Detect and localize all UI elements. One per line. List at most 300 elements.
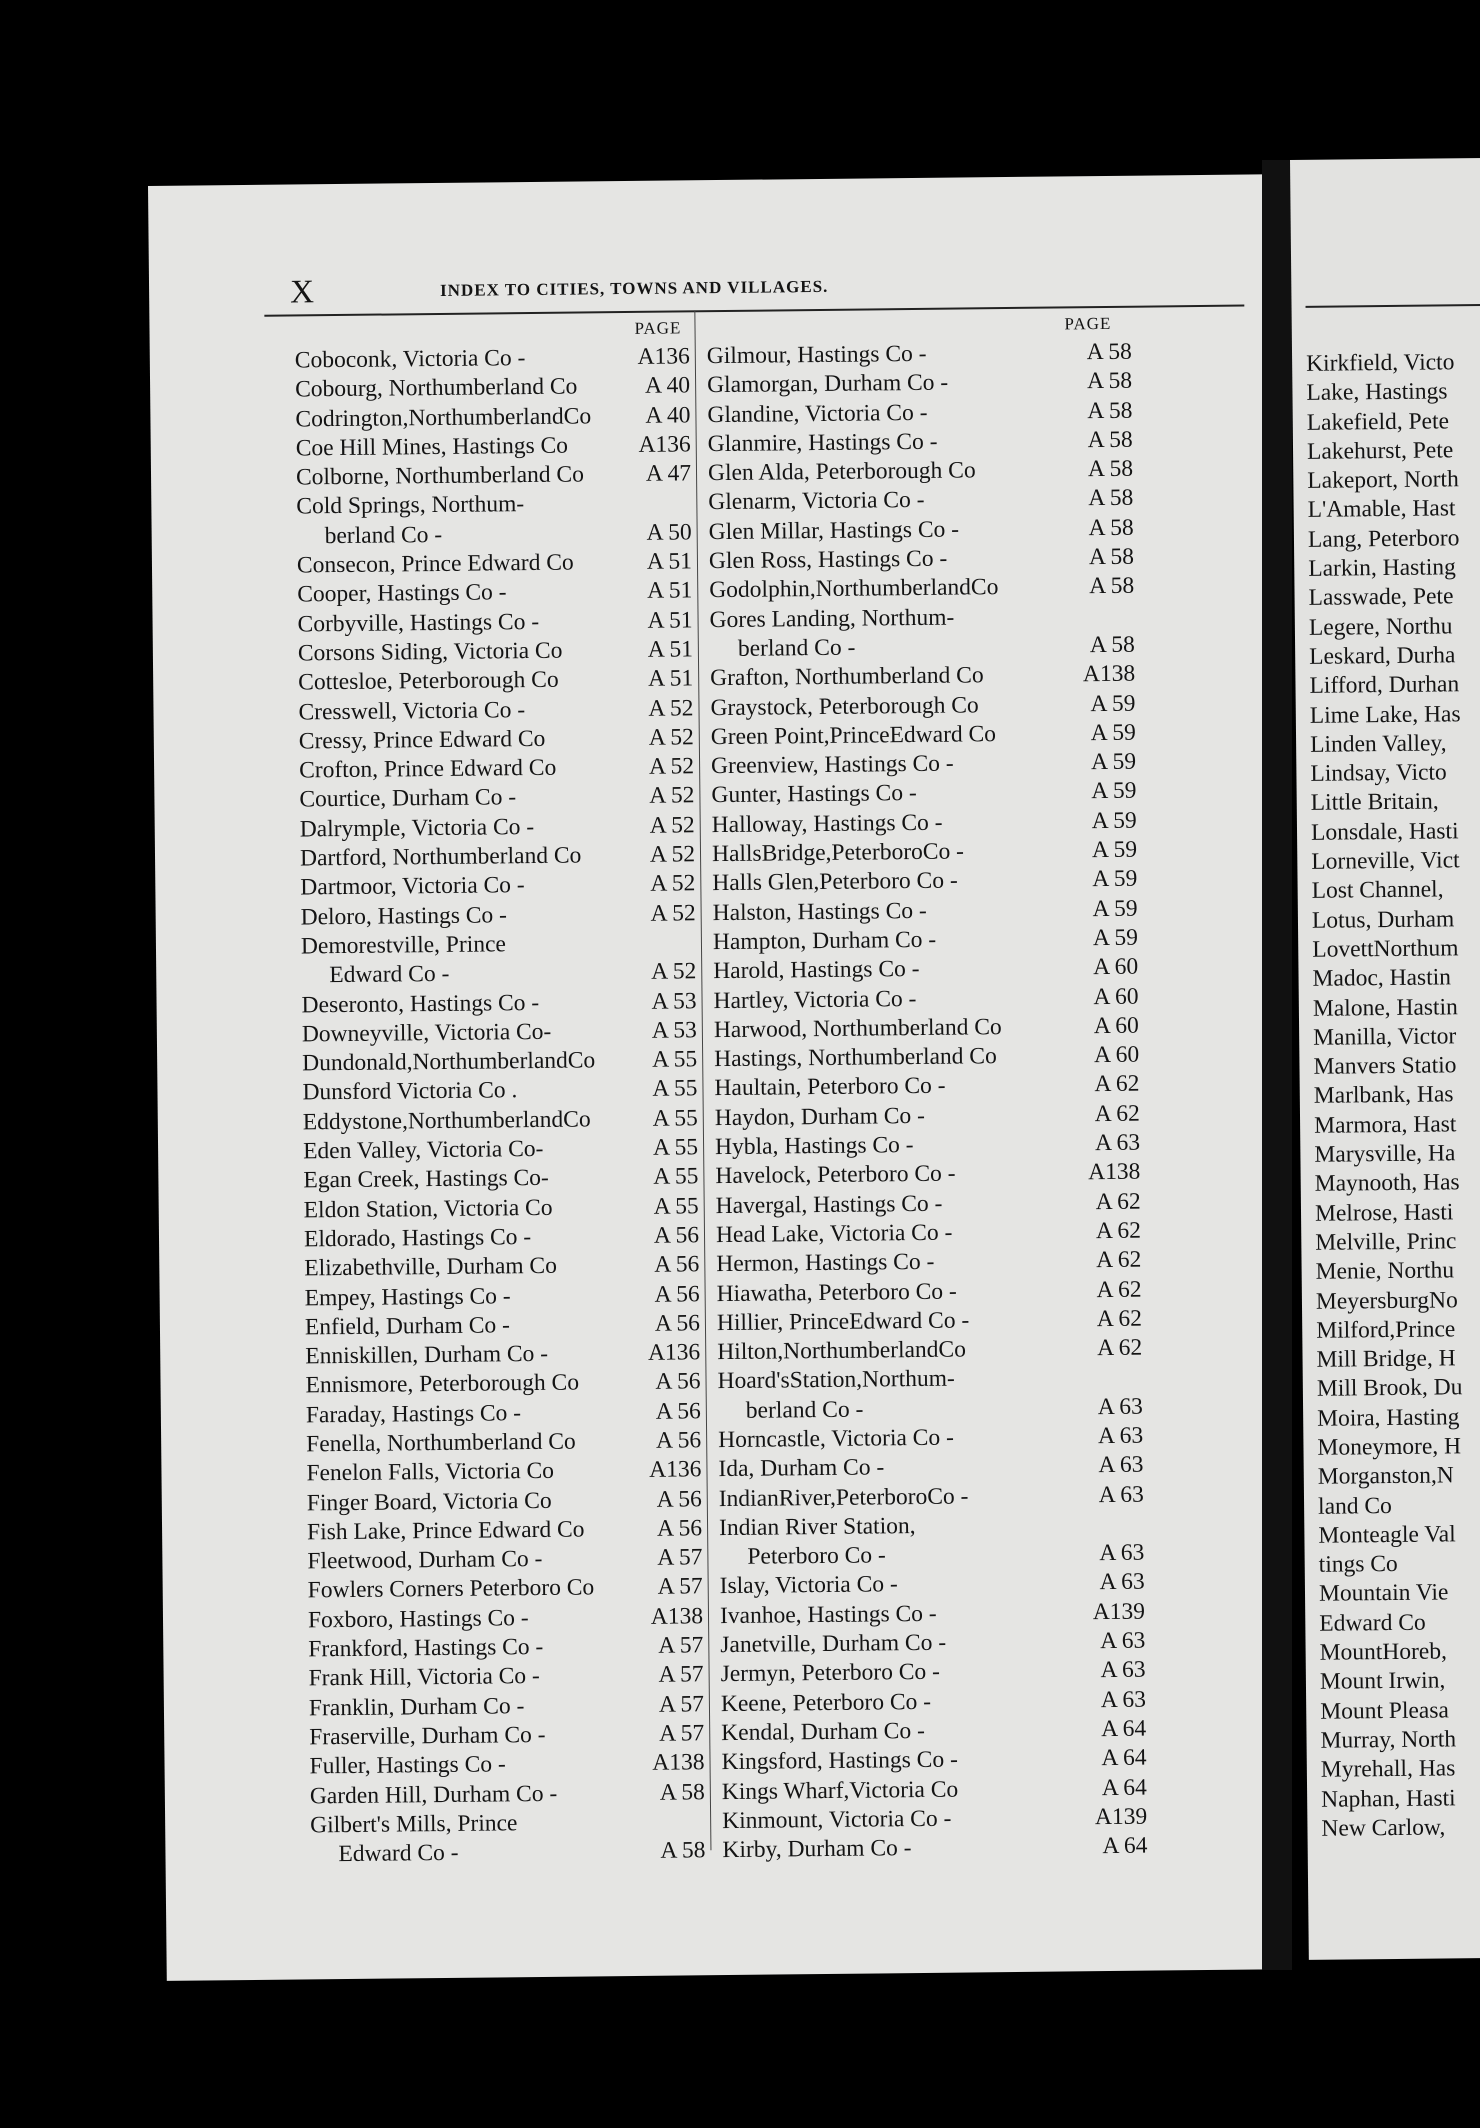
index-entry bbox=[718, 1451, 1143, 1485]
place-name: Haydon, Durham Co - bbox=[714, 1102, 926, 1131]
page-ref: A 52 bbox=[651, 958, 697, 986]
index-entry: MeyersburgNo bbox=[1315, 1286, 1458, 1315]
place-name: Havelock, Peterboro Co - bbox=[715, 1160, 956, 1190]
place-name: Cooper, Hastings Co - bbox=[297, 579, 507, 608]
index-column-1 bbox=[295, 342, 706, 1869]
index-entry bbox=[708, 484, 1133, 518]
page-ref: A 64 bbox=[1102, 1832, 1148, 1860]
index-entry bbox=[718, 1422, 1143, 1456]
index-entry: Milford,Prince bbox=[1316, 1316, 1456, 1344]
index-entry: MountHoreb, bbox=[1319, 1638, 1448, 1666]
place-name: Harold, Hastings Co - bbox=[713, 956, 920, 985]
page-ref: A 53 bbox=[651, 987, 697, 1015]
place-name: Grafton, Northumberland Co bbox=[710, 662, 984, 692]
page-ref: A 63 bbox=[1098, 1451, 1144, 1479]
index-entry bbox=[709, 572, 1134, 606]
place-name: Fenella, Northumberland Co bbox=[306, 1428, 576, 1458]
page-ref: A 53 bbox=[651, 1017, 698, 1044]
place-name: berland Co - bbox=[324, 521, 443, 549]
index-entry: Larkin, Hasting bbox=[1308, 554, 1456, 582]
place-name: Coboconk, Victoria Co - bbox=[294, 345, 526, 374]
place-name: Edward Co - bbox=[329, 961, 450, 989]
place-name: Ida, Durham Co - bbox=[718, 1454, 885, 1483]
index-entry bbox=[709, 543, 1134, 577]
place-name: Elizabethville, Durham Co bbox=[304, 1252, 558, 1282]
place-name: IndianRiver,PeterboroCo - bbox=[718, 1483, 969, 1512]
page-ref: A 56 bbox=[654, 1310, 701, 1337]
place-name: Cressy, Prince Edward Co bbox=[298, 725, 546, 755]
page-ref: A 64 bbox=[1101, 1715, 1147, 1743]
index-entry bbox=[309, 1749, 704, 1782]
index-entry bbox=[301, 928, 696, 961]
index-entry bbox=[303, 1163, 698, 1196]
place-name: Eldon Station, Victoria Co bbox=[303, 1194, 553, 1224]
index-entry: Lakefield, Pete bbox=[1306, 407, 1450, 436]
index-entry: Lakeport, North bbox=[1307, 466, 1459, 495]
place-name: Enniskillen, Durham Co - bbox=[305, 1340, 549, 1370]
index-column-3 bbox=[1306, 348, 1480, 1844]
page-ref: A 52 bbox=[649, 841, 696, 868]
page-ref: A136 bbox=[647, 1339, 701, 1366]
left-page bbox=[148, 174, 1292, 1981]
index-entry bbox=[712, 894, 1137, 928]
index-entry bbox=[295, 401, 690, 434]
index-entry: Mill Brook, Du bbox=[1316, 1374, 1463, 1403]
page-ref: A 51 bbox=[647, 665, 694, 693]
place-name: Janetville, Durham Co - bbox=[720, 1629, 947, 1659]
index-entry bbox=[309, 1690, 704, 1723]
page-ref: A 51 bbox=[647, 636, 694, 663]
place-name: Cresswell, Victoria Co - bbox=[298, 696, 526, 726]
place-name: Peterboro Co - bbox=[747, 1542, 886, 1570]
page-ref: A 57 bbox=[657, 1573, 703, 1601]
place-name: Empey, Hastings Co - bbox=[304, 1282, 511, 1311]
page-ref: A 59 bbox=[1091, 807, 1137, 834]
index-entry: Moira, Hasting bbox=[1317, 1403, 1460, 1432]
index-entry bbox=[304, 1192, 699, 1225]
index-entry bbox=[303, 1133, 698, 1166]
page-number: X bbox=[289, 274, 315, 311]
index-entry bbox=[309, 1719, 704, 1752]
index-entry bbox=[720, 1627, 1145, 1661]
page-ref: A 64 bbox=[1101, 1774, 1147, 1801]
page-ref: A 58 bbox=[1087, 397, 1133, 424]
index-entry: Lost Channel, bbox=[1311, 876, 1444, 905]
place-name: Gunter, Hastings Co - bbox=[711, 780, 917, 809]
index-entry bbox=[722, 1773, 1147, 1807]
index-entry bbox=[305, 1309, 700, 1342]
page-ref: A 64 bbox=[1101, 1744, 1147, 1772]
page-ref: A 56 bbox=[655, 1368, 701, 1396]
page-ref: A138 bbox=[652, 1749, 705, 1777]
place-name: Kendal, Durham Co - bbox=[721, 1717, 925, 1747]
place-name: Cottesloe, Peterborough Co bbox=[298, 666, 559, 696]
index-entry bbox=[297, 606, 692, 639]
index-entry bbox=[308, 1631, 703, 1664]
index-entry: Lindsay, Victo bbox=[1310, 759, 1447, 787]
index-entry bbox=[304, 1221, 699, 1254]
place-name: Consecon, Prince Edward Co bbox=[296, 549, 574, 579]
index-entry: Moneymore, H bbox=[1317, 1433, 1462, 1461]
index-entry bbox=[713, 924, 1138, 958]
index-entry bbox=[707, 367, 1132, 401]
place-name: Eddystone,NorthumberlandCo bbox=[302, 1106, 591, 1136]
place-name: Glandine, Victoria Co - bbox=[707, 399, 928, 428]
index-entry bbox=[310, 1807, 705, 1840]
page-ref: A 55 bbox=[652, 1134, 699, 1161]
column-label-2: PAGE bbox=[1064, 313, 1112, 334]
page-ref: A 62 bbox=[1095, 1217, 1142, 1245]
page-ref: A 56 bbox=[655, 1397, 701, 1425]
index-entry: Lime Lake, Has bbox=[1309, 700, 1461, 729]
page-ref: A 59 bbox=[1090, 690, 1136, 717]
index-entry bbox=[310, 1836, 705, 1869]
index-entry bbox=[708, 455, 1133, 489]
index-entry: Lonsdale, Hasti bbox=[1310, 818, 1459, 846]
place-name: Fenelon Falls, Victoria Co bbox=[306, 1458, 555, 1487]
page-ref: A 59 bbox=[1090, 719, 1136, 747]
place-name: Garden Hill, Durham Co - bbox=[309, 1780, 558, 1809]
place-name: Fraserville, Durham Co - bbox=[309, 1721, 546, 1751]
place-name: Fowlers Corners Peterboro Co bbox=[307, 1574, 595, 1604]
place-name: Kirby, Durham Co - bbox=[722, 1835, 912, 1864]
page-ref: A 59 bbox=[1090, 748, 1137, 776]
place-name: Enfield, Durham Co - bbox=[304, 1312, 511, 1341]
place-name: Kings Wharf,Victoria Co bbox=[721, 1776, 959, 1805]
index-entry bbox=[307, 1485, 702, 1518]
index-entry bbox=[301, 987, 696, 1020]
page-ref: A 52 bbox=[649, 782, 695, 810]
index-entry bbox=[298, 635, 693, 668]
page-ref: A 50 bbox=[646, 519, 692, 546]
index-entry bbox=[305, 1338, 700, 1371]
page-ref: A 58 bbox=[1089, 573, 1135, 600]
page-ref: A 58 bbox=[659, 1778, 705, 1806]
page-ref: A 56 bbox=[654, 1280, 700, 1308]
page-ref: A 63 bbox=[1100, 1686, 1147, 1713]
place-name: Gilbert's Mills, Prince bbox=[310, 1810, 518, 1839]
index-entry: Lakehurst, Pete bbox=[1306, 437, 1454, 465]
index-entry: Mill Bridge, H bbox=[1316, 1345, 1456, 1373]
place-name: Hybla, Hastings Co - bbox=[714, 1132, 914, 1161]
page-ref: A 58 bbox=[1086, 338, 1132, 366]
index-entry bbox=[722, 1802, 1147, 1836]
index-entry: Mount Pleasa bbox=[1320, 1697, 1449, 1725]
index-entry: LovettNorthum bbox=[1312, 935, 1459, 963]
index-entry: Kirkfield, Victo bbox=[1305, 349, 1455, 377]
index-entry bbox=[719, 1510, 1144, 1544]
place-name: Eldorado, Hastings Co - bbox=[303, 1223, 532, 1253]
index-entry: Marlbank, Has bbox=[1313, 1081, 1454, 1110]
index-entry bbox=[719, 1539, 1144, 1573]
index-entry: land Co bbox=[1317, 1492, 1392, 1520]
index-entry bbox=[305, 1280, 700, 1313]
place-name: Ivanhoe, Hastings Co - bbox=[719, 1600, 937, 1629]
place-name: Head Lake, Victoria Co - bbox=[715, 1219, 953, 1249]
index-entry bbox=[299, 752, 694, 785]
index-entry bbox=[306, 1456, 701, 1489]
index-entry bbox=[300, 840, 695, 873]
index-entry bbox=[707, 338, 1132, 372]
index-entry: Maynooth, Has bbox=[1314, 1169, 1460, 1198]
place-name: Glen Ross, Hastings Co - bbox=[708, 545, 948, 575]
index-entry bbox=[721, 1685, 1146, 1719]
page-ref: A 62 bbox=[1096, 1276, 1142, 1303]
page-ref: A 58 bbox=[1087, 455, 1134, 483]
page-ref: A 40 bbox=[645, 401, 691, 429]
page-ref: A 51 bbox=[647, 577, 693, 605]
place-name: Islay, Victoria Co - bbox=[719, 1571, 898, 1600]
page-ref: A 52 bbox=[650, 899, 696, 927]
index-entry bbox=[295, 372, 690, 405]
index-entry bbox=[711, 748, 1136, 782]
place-name: Dalrymple, Victoria Co - bbox=[299, 813, 535, 843]
index-entry bbox=[297, 577, 692, 610]
page-ref: A 55 bbox=[651, 1046, 698, 1073]
page-ref: A 47 bbox=[645, 460, 692, 487]
page-content bbox=[264, 264, 1271, 1924]
place-name: Corsons Siding, Victoria Co bbox=[297, 637, 563, 667]
page-ref: A 60 bbox=[1093, 983, 1139, 1010]
index-entry bbox=[717, 1334, 1142, 1368]
place-name: Kingsford, Hastings Co - bbox=[721, 1746, 958, 1776]
index-entry bbox=[710, 631, 1135, 665]
page-ref: A 56 bbox=[653, 1222, 700, 1249]
place-name: Harwood, Northumberland Co bbox=[713, 1013, 1002, 1043]
place-name: HallsBridge,PeterboroCo - bbox=[711, 838, 965, 868]
page-ref: A 62 bbox=[1094, 1100, 1140, 1127]
index-column-2 bbox=[707, 338, 1148, 1866]
place-name: Downeyville, Victoria Co- bbox=[301, 1018, 552, 1048]
index-entry: Lifford, Durhan bbox=[1309, 671, 1460, 700]
place-name: Ennismore, Peterborough Co bbox=[305, 1369, 580, 1399]
place-name: Frankford, Hastings Co - bbox=[308, 1634, 544, 1663]
index-entry: Marysville, Ha bbox=[1314, 1140, 1456, 1168]
page-ref: A 62 bbox=[1094, 1071, 1140, 1098]
place-name: Codrington,NorthumberlandCo bbox=[295, 402, 592, 433]
page-ref: A 40 bbox=[644, 372, 691, 400]
page-ref: A 56 bbox=[655, 1427, 702, 1454]
page-ref: A136 bbox=[649, 1456, 702, 1484]
page-ref: A 62 bbox=[1096, 1305, 1143, 1332]
page-ref: A136 bbox=[637, 343, 690, 370]
page-ref: A 59 bbox=[1092, 924, 1139, 952]
place-name: Halloway, Hastings Co - bbox=[711, 809, 943, 838]
place-name: Glanmire, Hastings Co - bbox=[707, 428, 938, 458]
place-name: Havergal, Hastings Co - bbox=[715, 1190, 943, 1219]
page-ref: A 58 bbox=[1089, 631, 1135, 659]
place-name: Hermon, Hastings Co - bbox=[716, 1249, 935, 1278]
page-ref: A138 bbox=[1082, 660, 1136, 688]
page-ref: A 58 bbox=[1086, 368, 1133, 395]
index-entry bbox=[710, 689, 1135, 723]
page-title: INDEX TO CITIES, TOWNS AND VILLAGES. bbox=[440, 276, 829, 300]
index-entry bbox=[306, 1397, 701, 1430]
place-name: Hartley, Victoria Co - bbox=[713, 985, 917, 1014]
page-ref: A 63 bbox=[1100, 1656, 1146, 1684]
index-entry: Murray, North bbox=[1320, 1726, 1457, 1754]
page-ref: A 63 bbox=[1097, 1422, 1144, 1450]
index-entry bbox=[300, 811, 695, 844]
place-name: Egan Creek, Hastings Co- bbox=[303, 1165, 549, 1194]
index-entry bbox=[308, 1573, 703, 1606]
index-entry bbox=[302, 1075, 697, 1108]
page-ref: A 55 bbox=[653, 1192, 699, 1220]
index-entry bbox=[715, 1129, 1140, 1163]
index-entry: Myrehall, Has bbox=[1320, 1755, 1456, 1784]
page-ref: A 63 bbox=[1099, 1539, 1145, 1567]
index-entry bbox=[719, 1480, 1144, 1514]
page-ref: A 58 bbox=[1088, 543, 1135, 571]
index-entry: Little Britain, bbox=[1310, 788, 1439, 817]
index-entry bbox=[302, 1016, 697, 1049]
place-name: Colborne, Northumberland Co bbox=[295, 461, 585, 491]
index-entry bbox=[296, 489, 691, 522]
place-name: Glen Alda, Peterborough Co bbox=[707, 457, 976, 487]
index-entry: Monteagle Val bbox=[1318, 1521, 1456, 1549]
page-ref: A 59 bbox=[1091, 778, 1137, 805]
index-entry: New Carlow, bbox=[1321, 1814, 1446, 1842]
place-name: berland Co - bbox=[745, 1396, 864, 1424]
place-name: Faraday, Hastings Co - bbox=[305, 1399, 522, 1429]
index-entry bbox=[712, 806, 1137, 840]
page-ref: A 58 bbox=[1088, 485, 1134, 512]
place-name: Dunsford Victoria Co . bbox=[302, 1077, 518, 1106]
place-name: Hillier, PrinceEdward Co - bbox=[716, 1307, 970, 1336]
index-entry: tings Co bbox=[1318, 1551, 1398, 1578]
index-entry bbox=[303, 1104, 698, 1137]
page-ref: A139 bbox=[1094, 1803, 1148, 1831]
column-label-1: PAGE bbox=[634, 318, 682, 338]
page-ref: A 63 bbox=[1094, 1129, 1141, 1157]
index-entry bbox=[720, 1568, 1145, 1602]
page-ref: A 55 bbox=[652, 1075, 698, 1103]
page-ref: A136 bbox=[638, 431, 691, 458]
place-name: Fish Lake, Prince Edward Co bbox=[306, 1516, 585, 1546]
place-name: Eden Valley, Victoria Co- bbox=[302, 1135, 544, 1165]
index-entry: Lotus, Durham bbox=[1311, 905, 1455, 934]
page-ref: A 63 bbox=[1099, 1569, 1145, 1596]
place-name: Demorestville, Prince bbox=[300, 931, 507, 960]
page-ref: A 52 bbox=[648, 694, 694, 722]
page-ref: A 55 bbox=[653, 1163, 699, 1191]
page-ref: A 55 bbox=[652, 1105, 698, 1132]
index-entry bbox=[709, 601, 1134, 635]
page-ref: A 57 bbox=[659, 1720, 705, 1747]
index-entry bbox=[721, 1744, 1146, 1778]
place-name: Finger Board, Victoria Co bbox=[306, 1487, 552, 1516]
place-name: Dartmoor, Victoria Co - bbox=[300, 872, 525, 901]
place-name: Greenview, Hastings Co - bbox=[710, 750, 954, 780]
index-entry bbox=[709, 513, 1134, 547]
page-ref: A 59 bbox=[1092, 895, 1138, 922]
place-name: Courtice, Durham Co - bbox=[299, 784, 517, 813]
place-name: Coe Hill Mines, Hastings Co bbox=[295, 432, 569, 462]
page-ref: A138 bbox=[650, 1603, 704, 1630]
place-name: Godolphin,NorthumberlandCo bbox=[709, 574, 999, 604]
page-ref: A 51 bbox=[647, 606, 693, 634]
place-name: Hilton,NorthumberlandCo bbox=[717, 1336, 967, 1366]
place-name: Jermyn, Peterboro Co - bbox=[720, 1659, 941, 1688]
page-ref: A 60 bbox=[1093, 1012, 1139, 1039]
index-entry bbox=[300, 870, 695, 903]
index-entry: Melville, Princ bbox=[1315, 1228, 1457, 1256]
page-ref: A 59 bbox=[1092, 866, 1138, 893]
index-entry bbox=[297, 518, 692, 551]
page-ref: A 63 bbox=[1097, 1393, 1143, 1420]
index-entry bbox=[716, 1246, 1141, 1280]
page-ref: A 62 bbox=[1095, 1188, 1141, 1215]
page-ref: A 60 bbox=[1093, 1041, 1140, 1069]
index-entry bbox=[711, 777, 1136, 811]
index-entry bbox=[715, 1099, 1140, 1133]
index-entry bbox=[298, 665, 693, 698]
index-entry bbox=[720, 1597, 1145, 1631]
page-ref: A 59 bbox=[1091, 836, 1138, 864]
place-name: berland Co - bbox=[737, 634, 856, 662]
page-ref: A 56 bbox=[656, 1485, 702, 1513]
place-name: Horncastle, Victoria Co - bbox=[718, 1424, 954, 1454]
index-entry bbox=[296, 430, 691, 463]
index-entry bbox=[722, 1832, 1147, 1866]
index-entry: Mountain Vie bbox=[1318, 1579, 1449, 1608]
index-entry: Edward Co bbox=[1319, 1609, 1426, 1637]
place-name: Halls Glen,Peterboro Co - bbox=[712, 867, 958, 897]
index-entry: Naphan, Hasti bbox=[1321, 1784, 1456, 1813]
place-name: Dundonald,NorthumberlandCo bbox=[302, 1047, 596, 1077]
place-name: Hiawatha, Peterboro Co - bbox=[716, 1278, 957, 1307]
index-entry: Madoc, Hastin bbox=[1312, 964, 1452, 993]
index-entry bbox=[717, 1363, 1142, 1397]
index-entry bbox=[297, 547, 692, 580]
index-entry bbox=[299, 782, 694, 815]
book-spine bbox=[1262, 160, 1292, 1970]
place-name: Glenarm, Victoria Co - bbox=[708, 487, 925, 516]
index-entry bbox=[305, 1368, 700, 1401]
page-ref: A 57 bbox=[658, 1632, 704, 1659]
page-ref: A138 bbox=[1088, 1158, 1141, 1186]
index-entry bbox=[299, 723, 694, 756]
index-entry bbox=[708, 426, 1133, 460]
page-ref: A 63 bbox=[1100, 1627, 1146, 1655]
place-name: Gores Landing, Northum- bbox=[709, 604, 955, 633]
place-name: Crofton, Prince Edward Co bbox=[298, 754, 557, 784]
index-entry bbox=[707, 396, 1132, 430]
index-entry bbox=[716, 1187, 1141, 1221]
page-ref: A 62 bbox=[1096, 1246, 1142, 1274]
place-name: Fleetwood, Durham Co - bbox=[307, 1546, 543, 1575]
index-entry: Melrose, Hasti bbox=[1314, 1198, 1454, 1227]
index-entry bbox=[308, 1602, 703, 1635]
index-entry bbox=[714, 1041, 1139, 1075]
index-entry bbox=[712, 865, 1137, 899]
place-name: Deloro, Hastings Co - bbox=[300, 901, 508, 931]
index-entry: Leskard, Durha bbox=[1309, 642, 1456, 670]
index-entry bbox=[713, 982, 1138, 1016]
page-ref: A 60 bbox=[1093, 953, 1139, 981]
place-name: Fuller, Hastings Co - bbox=[309, 1751, 506, 1780]
place-name: Haultain, Peterboro Co - bbox=[714, 1073, 946, 1102]
place-name: Franklin, Durham Co - bbox=[308, 1692, 525, 1722]
index-entry bbox=[298, 694, 693, 727]
place-name: Hastings, Northumberland Co bbox=[714, 1043, 997, 1073]
page-ref: A 56 bbox=[656, 1515, 703, 1542]
place-name: Graystock, Peterborough Co bbox=[710, 691, 979, 721]
place-name: Kinmount, Victoria Co - bbox=[722, 1805, 952, 1834]
index-entry bbox=[716, 1275, 1141, 1309]
index-entry bbox=[718, 1392, 1143, 1426]
page-ref: A139 bbox=[1092, 1598, 1146, 1625]
